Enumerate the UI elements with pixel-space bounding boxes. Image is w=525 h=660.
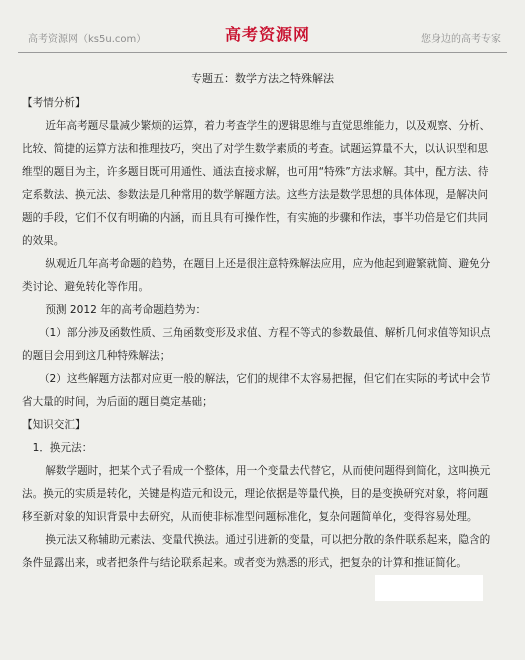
doc-body <box>22 92 495 575</box>
header-logo: 高考资源网 <box>225 25 311 44</box>
paragraph: （2）这些解题方法都对应更一般的解法，它们的规律不太容易把握，但它们在实际的考试中会节省大量的时间，为后面的题目奠定基础； <box>22 373 491 408</box>
doc-title: 专题五：数学方法之特殊解法 <box>191 72 334 85</box>
section-heading: 【考情分析】 <box>22 97 86 109</box>
header-left-text: 高考资源网（ks5u.com） <box>28 34 147 45</box>
blank-patch <box>375 575 483 601</box>
paragraph: 近年高考题尽量减少繁烦的运算，着力考查学生的逻辑思维与直觉思维能力，以及观察、分析、比较、简捷的运算方法和推理技巧，突出了对学生数学素质的考查。试题运算量不大，以认识型和思维型的题目为主，许多题目既可用通性、通法直接求解，也可用“特殊”方法求解。其中，配方法、待定系数法、换元法、参数法是几种常用的数学解题方法。这些方法是数学思想的具体体现，是解决问题的手段，它们不仅有明确的内涵，而且具有可操作性，有实施的步骤和作法，事半功倍是它们共同的效果。 <box>22 120 491 247</box>
page-header <box>18 22 507 53</box>
header-right-text: 您身边的高考专家 <box>421 34 501 45</box>
list-item: 1．换元法： <box>32 442 93 454</box>
section-heading: 【知识交汇】 <box>22 419 86 431</box>
paragraph: 换元法又称辅助元素法、变量代换法。通过引进新的变量，可以把分散的条件联系起来，隐含的条件显露出来，或者把条件与结论联系起来。或者变为熟悉的形式，把复杂的计算和推证简化。 <box>22 534 491 569</box>
paragraph: 解数学题时，把某个式子看成一个整体，用一个变量去代替它，从而使问题得到简化，这叫换元法。换元的实质是转化，关键是构造元和设元，理论依据是等量代换，目的是变换研究对象，将问题移至新对象的知识背景中去研究，从而使非标准型问题标准化，复杂问题简单化，变得容易处理。 <box>22 465 491 523</box>
paragraph: 预测 2012 年的高考命题趋势为： <box>45 304 207 316</box>
paragraph: （1）部分涉及函数性质、三角函数变形及求值、方程不等式的参数最值、解析几何求值等知识点的题目会用到这几种特殊解法； <box>22 327 491 362</box>
paragraph: 纵观近几年高考命题的趋势，在题目上还是很注意特殊解法应用，应为他起到避繁就简、避免分类讨论、避免转化等作用。 <box>22 258 491 293</box>
